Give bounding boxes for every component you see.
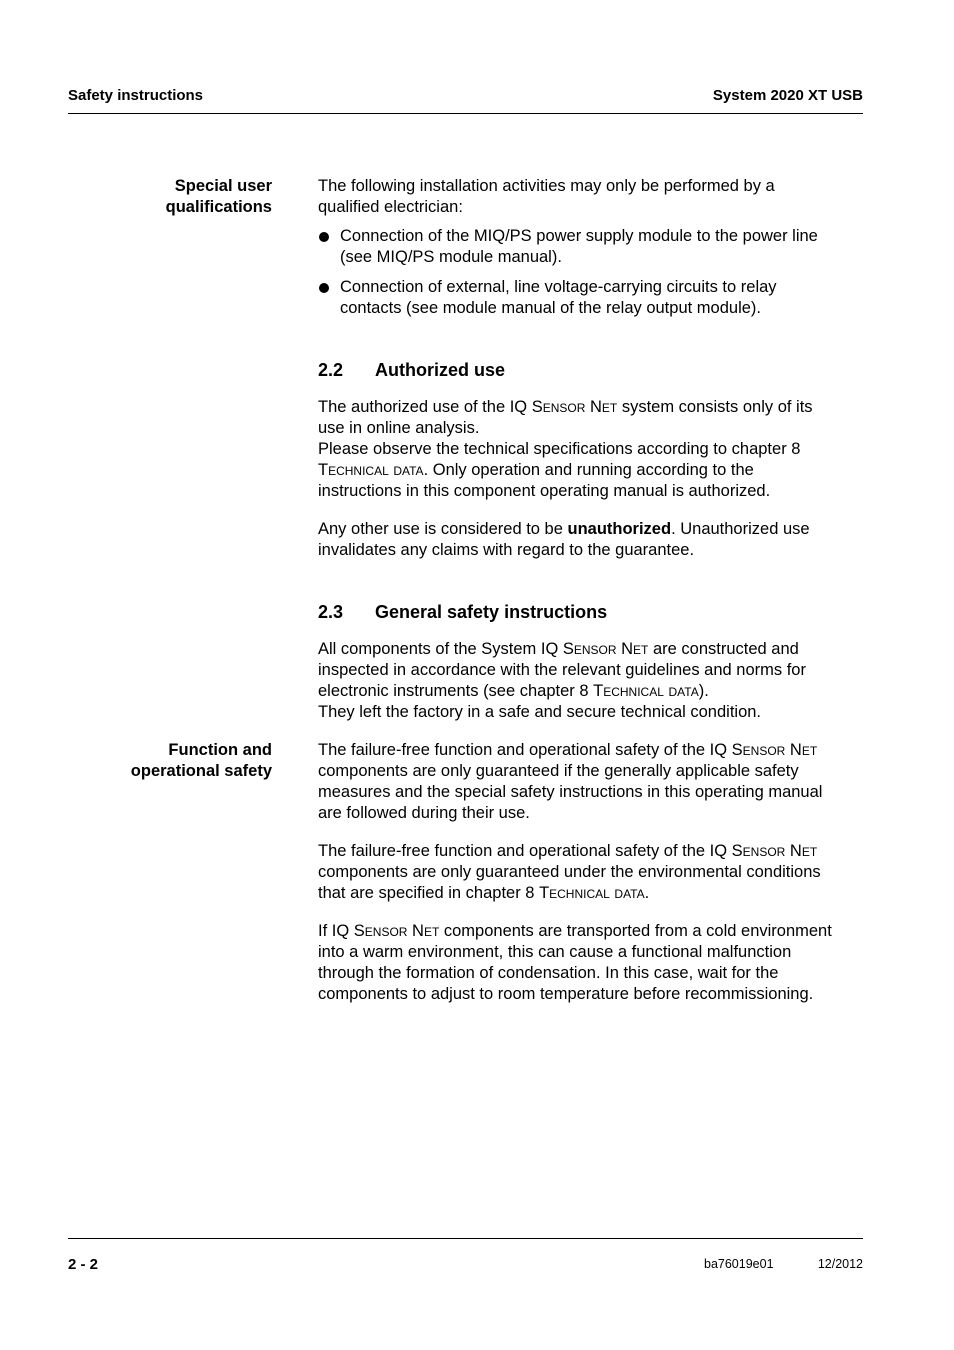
general-safety-paragraph: All components of the System IQ Sensor Net are constructed and inspected in accordance with the relevant guidelines and norms for electronic instruments (see chapter 8 Technical data). They left the factory in a safe and secure technical condition.: [318, 640, 806, 721]
page-number: 2 - 2: [68, 1256, 99, 1273]
function-safety-paragraph-2: The failure-free function and operational safety of the IQ Sensor Net components are only guaranteed under the environmental conditions that are specified in chapter 8 Technical data.: [318, 842, 821, 902]
document-id: ba76019e01: [704, 1257, 774, 1271]
footer-divider: [68, 1238, 863, 1239]
authorized-use-paragraph-1: The authorized use of the IQ Sensor Net system consists only of its use in online analysis. Please observe the technical specifications according to chapter 8 Technical data. Only operation and running according to the instructions in this component operating manual is authorized.: [318, 398, 813, 500]
bullet-item-power-supply: Connection of the MIQ/PS power supply module to the power line (see MIQ/PS module manual).: [318, 226, 864, 268]
section-heading-authorized-use: 2.2 Authorized use: [318, 360, 506, 380]
side-heading-special-user: Special user qualifications: [165, 177, 272, 216]
bullet-icon: [319, 232, 329, 242]
function-safety-paragraph-3: If IQ Sensor Net components are transported from a cold environment into a warm environment, this can cause a functional malfunction through the formation of condensation. In this case, wait for the components to adjust to room temperature before recommissioning.: [318, 922, 832, 1003]
bullet-item-relay-circuits: Connection of external, line voltage-carrying circuits to relay contacts (see module manual of the relay output module).: [318, 277, 864, 319]
running-header-title: Safety instructions: [68, 87, 204, 104]
function-safety-paragraph-1: The failure-free function and operational safety of the IQ Sensor Net components are only guaranteed if the generally applicable safety measures and the special safety instructions in this operating manual are followed during their use.: [318, 741, 823, 822]
authorized-use-paragraph-2: Any other use is considered to be unauthorized. Unauthorized use invalidates any claims with regard to the guarantee.: [318, 520, 810, 559]
bullet-icon: [319, 283, 329, 293]
document-date: 12/2012: [817, 1257, 863, 1271]
side-heading-function-safety: Function and operational safety: [130, 741, 272, 780]
special-user-intro: The following installation activities may only be performed by a qualified electrician:: [318, 177, 775, 216]
running-header-product: System 2020 XT USB: [712, 87, 863, 104]
header-divider: [68, 113, 863, 114]
section-heading-general-safety: 2.3 General safety instructions: [318, 602, 608, 622]
